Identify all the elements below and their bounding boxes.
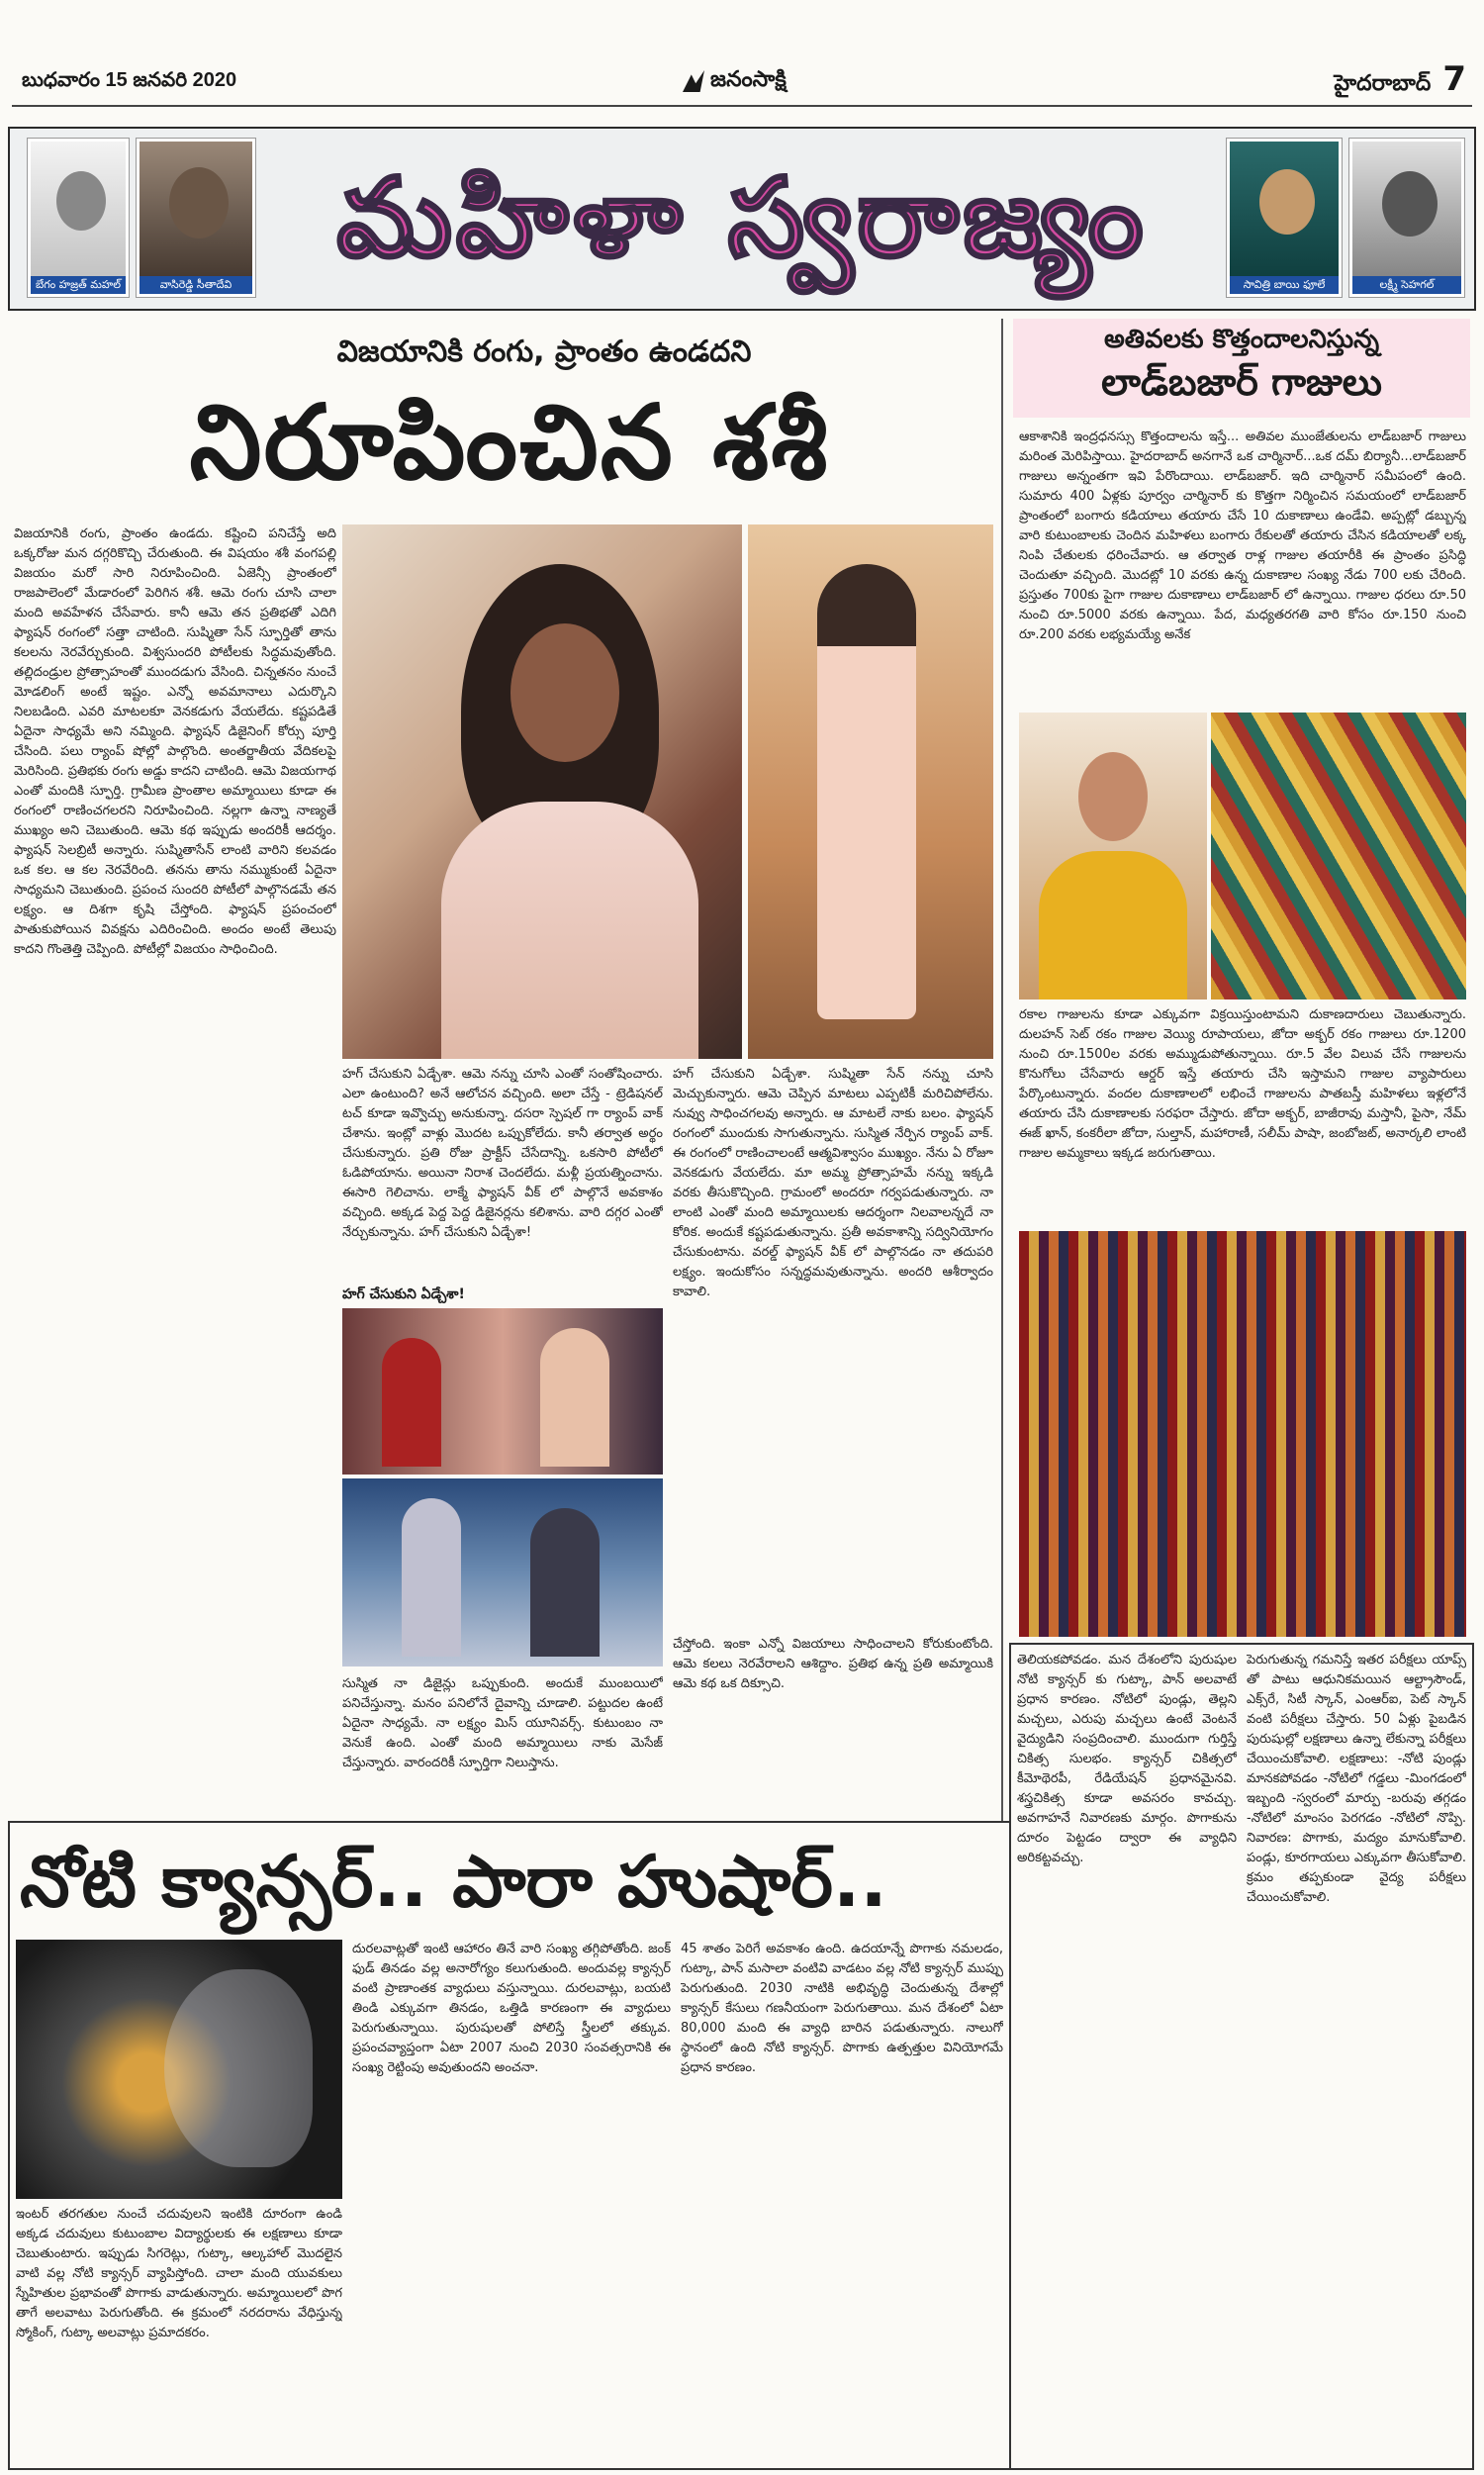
bangles-photo-top <box>1211 713 1466 1000</box>
portrait-3 <box>1227 139 1342 297</box>
side-story-p1: ఆకాశానికి ఇంద్రధనస్సు కొత్తందాలను ఇస్తే... అతివల ముంజేతులను లాడ్‌బజార్ గాజులు మరింత మెరిపిస్తాయి. హైదరాబాద్ అనగానే ఒక చార్మినార్...ఒక దమ్ బిర్యానీ...లాడ్‌బజార్ గాజులు అన్నంతగా ఇవి పేరొందాయి. లాడ్‌బజార్. ఇది చార్మినార్ సమీపంలో ఉంది. సుమారు 400 ఏళ్లకు పూర్వం చార్మినార్ కు కొత్తగా నిర్మించిన సమయంలో లాడ్‌బజార్ ప్రాంతంలో బంగారు కడియాలు తయారు చేసే 10 దుకాణాలు ఉండేవి. అప్పట్లో డబ్బున్న వారి కుటుంబాలకు చెందిన మహిళలు బంగారు రేకులతో తయారు చేసిన కడియాలతో లక్క నింపి చేతులకు ధరించేవారు. ఆ తర్వాత రాళ్ల గాజుల తయారీకి ఈ ప్రాంతం ప్రసిద్ధి చెందుతూ వచ్చింది. మొదట్లో 10 వరకు ఉన్న దుకాణాల సంఖ్య నేడు 700 లకు చేరింది. ప్రస్తుతం 700కు పైగా గాజుల దుకాణాలు లాడ్‌బజార్ లో ఉన్నాయి. గాజుల ధరలు రూ.50 నుంచి రూ.5000 వరకు ఉన్నాయి. పేద, మధ్యతరగతి వారి కోసం రూ.150 నుంచి రూ.200 వరకు లభ్యమయ్యే అనేక <box>1019 429 1466 642</box>
portrait-2-figure-icon <box>169 167 229 238</box>
event-photo-bottom <box>342 1478 663 1666</box>
model-face-icon <box>510 623 619 762</box>
side-story-kicker: అతివలకు కొత్తందాలనిస్తున్న <box>1103 325 1380 354</box>
portrait-4 <box>1349 139 1464 297</box>
people-icon-4 <box>530 1508 600 1657</box>
city-name: హైదరాబాద్ <box>1334 70 1432 95</box>
main-story-kicker: విజయానికి రంగు, ప్రాంతం ఉండదని <box>336 334 752 369</box>
header-rule <box>12 105 1472 107</box>
masthead-logo-icon <box>683 70 704 92</box>
main-story-divider <box>1001 319 1003 1823</box>
model-figure-icon <box>817 564 916 1019</box>
cancer-headline: నోటి క్యాన్సర్.. పారా హుషార్.. <box>20 1840 887 1923</box>
saree-icon <box>441 802 698 1059</box>
bride-face-icon <box>1078 752 1148 841</box>
masthead <box>683 65 787 97</box>
portrait-1-caption: బేగం హజ్రత్ మహల్ <box>31 276 126 294</box>
main-story-col3b: చేస్తోంది. ఇంకా ఎన్నో విజయాలు సాధించాలని కోరుకుంటోంది. ఆమె కలలు నెరవేరాలని ఆశిద్దాం. ప్రతిభ ఉన్న ప్రతి అమ్మాయికి ఆమె కథ ఒక దిక్సూచి. <box>673 1637 993 1691</box>
side-story-headline: లాడ్‌బజార్ గాజులు <box>1101 360 1382 404</box>
portrait-3-caption: సావిత్రి బాయి ఫూలే <box>1230 276 1339 294</box>
portrait-4-caption: లక్ష్మీ సెహగల్ <box>1352 276 1461 294</box>
people-icon-3 <box>402 1498 461 1657</box>
portrait-2 <box>137 139 255 297</box>
subhead-hug: హగ్ చేసుకుని ఏడ్చేశా! <box>342 1286 465 1302</box>
portrait-3-figure-icon <box>1259 169 1315 235</box>
portrait-1 <box>28 139 129 297</box>
page-location <box>1334 59 1466 101</box>
issue-date: బుధవారం 15 జనవరి 2020 <box>22 69 237 91</box>
xray-head-photo <box>16 1940 342 2199</box>
event-photo-top <box>342 1308 663 1475</box>
side-story-p2: రకాల గాజులను కూడా ఎక్కువగా విక్రయిస్తుంటామని దుకాణదారులు చెబుతున్నారు. దులహన్ సెట్ రకం గాజుల వెయ్యి రూపాయలు, జోదా అక్బర్ రకం గాజులు రూ.1200 నుంచి రూ.1500ల వరకు అమ్ముడుపోతున్నాయి. రూ.5 వేల విలువ చేసే గాజులను కొనుగోలు చేసేవారు ఆర్డర్ ఇస్తే తయారు చేసి ఇస్తామని గాజుల వ్యాపారులు పేర్కొంటున్నారు. వందల దుకాణాలలో లభించే గాజులను పాతబస్తీ మహిళలు ఇళ్లలోనే తయారు చేసి దుకాణాలకు సరఫరా చేస్తారు. జోదా అక్బర్, బాజీరావు మస్తానీ, పైసా, నేమ్ ఈజ్ ఖాన్, కంకరీలా జోదా, సుల్తాన్, మహారాణీ, సలీమ్ పాషా, జంబోజట్, అనార్కలి లాంటి గాజుల అమ్మకాలు ఇక్కడ జరుగుతాయి. <box>1019 1007 1466 1161</box>
main-photo-left <box>342 524 742 1059</box>
bangles-shop-photo <box>1019 1231 1466 1637</box>
people-icon-2 <box>540 1328 609 1467</box>
bride-photo <box>1019 713 1207 1000</box>
cancer-col1: ఇంటర్ తరగతుల నుంచే చదువులని ఇంటికి దూరంగా ఉండి అక్కడ చదువులు కుటుంబాల విద్యార్థులకు ఈ లక్షణాలు కూడా చెబుతుంటారు. ఇప్పుడు సిగరెట్లు, గుట్కా, ఆల్కహాల్ మొదలైన వాటి వల్ల నోటి క్యాన్సర్ వ్యాపిస్తోంది. చాలా మంది యువకులు స్నేహితుల ప్రభావంతో పొగాకు వాడుతున్నారు. అమ్మాయిలలో పొగ తాగే అలవాటు పెరుగుతోంది. ఈ క్రమంలో నరదరాను వేధిస్తున్న స్మోకింగ్, గుట్కా అలవాట్లు ప్రమాదకరం. <box>16 2207 342 2340</box>
masthead-name: జనంసాక్షి <box>710 65 787 91</box>
cancer-col5: పెరుగుతున్న గమనిస్తే ఇతర పరీక్షలు యాప్స్ తో పాటు ఆధునికమయిన ఆల్ట్రాసౌండ్, ఎక్స్‌రే, సిటీ స్కాన్, ఎంఆర్ఐ, పెట్ స్కాన్ వంటి పరీక్షలు చేస్తారు. 50 ఏళ్లు పైబడిన పురుషుల్లో లక్షణాలు ఉన్నా లేకున్నా పరీక్షలు చేయించుకోవాలి. లక్షణాలు: -నోటి పుండ్లు మానకపోవడం -నోటిలో గడ్డలు -మింగడంలో ఇబ్బంది -స్వరంలో మార్పు -బరువు తగ్గడం -నోటిలో మాంసం పెరగడం -నోటిలో నొప్పి. నివారణ: పొగాకు, మద్యం మానుకోవాలి. పండ్లు, కూరగాయలు ఎక్కువగా తీసుకోవాలి. క్రమం తప్పకుండా వైద్య పరీక్షలు చేయించుకోవాలి. <box>1247 1653 1466 1905</box>
banner-title: మహిళా స్వరాజ్యం <box>336 154 1148 281</box>
page-number: 7 <box>1442 59 1466 99</box>
main-story-headline: నిరూపించిన శశీ <box>189 382 830 503</box>
main-story-col1: విజయానికి రంగు, ప్రాంతం ఉండదు. కష్టించి పనిచేస్తే అది ఒక్కరోజు మన దగ్గరికొచ్చి చేరుతుంది. ఈ విషయం శశీ వంగపల్లి విజయం మరో సారి నిరూపించింది. ఏజెన్సీ ప్రాంతంలో రాజపాలెంలో మేడారంలో పెరిగిన శశీ. ఆమె రంగు చూసి చాలా మంది అవహేళన చేసేవారు. కానీ ఆమె తన ప్రతిభతో ఎదిగి ఫ్యాషన్ రంగంలో సత్తా చాటింది. సుష్మితా సేన్ స్ఫూర్తితో తాను కలలను నెరవేర్చుకుంది. విశ్వసుందరి పోటీలకు సిద్ధమవుతోంది. తల్లిదండ్రుల ప్రోత్సాహంతో ముందడుగు వేసింది. చిన్నతనం నుంచే మోడలింగ్ అంటే ఇష్టం. ఎన్నో అవమానాలు ఎదుర్కొని నిలబడింది. ఎవరి మాటలకూ వెనకడుగు వేయలేదు. కష్టపడితే ఏదైనా సాధ్యమే అని నమ్మింది. ఫ్యాషన్ డిజైనింగ్ కోర్సు పూర్తి చేసింది. పలు ర్యాంప్ షోల్లో పాల్గొంది. అంతర్జాతీయ వేదికలపై మెరిసింది. ప్రతిభకు రంగు అడ్డు కాదని చాటింది. ఆమె విజయగాథ ఎంతో మందికి స్ఫూర్తి. గ్రామీణ ప్రాంతాల అమ్మాయిలు కూడా ఈ రంగంలో రాణించగలరని నిరూపించింది. నల్లగా ఉన్నా నాణ్యతే ముఖ్యం అని చెబుతుంది. ఆమె కథ ఇప్పుడు అందరికీ ఆదర్శం. ఫ్యాషన్ సెలబ్రిటీ అన్నారు. సుష్మితాసేన్ లాంటి వారిని కలవడం ఒక కల. ఆ కల నెరవేరింది. తనను తాను నమ్ముకుంటే ఏదైనా సాధ్యమని చెబుతుంది. ప్రపంచ సుందరి పోటీలో పాల్గొనడమే తన లక్ష్యం. ఆ దిశగా కృషి చేస్తోంది. ఫ్యాషన్ ప్రపంచంలో పాతుకుపోయిన వివక్షను ఎదిరించింది. అందం అంటే తెలుపు కాదని గొంతెత్తి చెప్పింది. పోటీల్లో విజయం సాధించింది. <box>14 526 336 957</box>
skull-icon <box>164 1969 313 2167</box>
cancer-col4: తెలియకపోవడం. మన దేశంలోని పురుషుల నోటి క్యాన్సర్ కు గుట్కా, పాన్ అలవాటే ప్రధాన కారణం. నోటిలో పుండ్లు, తెల్లని మచ్చలు, ఎరుపు మచ్చలు ఉంటే వెంటనే వైద్యుడిని సంప్రదించాలి. ముందుగా గుర్తిస్తే చికిత్స సులభం. క్యాన్సర్ చికిత్సలో కీమోథెరపీ, రేడియేషన్ ప్రధానమైనవి. శస్త్రచికిత్స కూడా అవసరం కావచ్చు. అవగాహనే నివారణకు మార్గం. పొగాకును దూరం పెట్టడం ద్వారా ఈ వ్యాధిని అరికట్టవచ్చు. <box>1017 1653 1237 1865</box>
portrait-4-figure-icon <box>1382 171 1438 237</box>
main-story-col2: హగ్ చేసుకుని ఏడ్చేశా. ఆమె నన్ను చూసి ఎంతో సంతోషించారు. ఎలా ఉంటుంది? అనే ఆలోచన వచ్చింది. అలా చేస్తే - ట్రెడిషనల్ టచ్ కూడా ఇవ్వొచ్చు అనుకున్నా. దసరా స్పెషల్ గా ర్యాంప్ వాక్ చేశాను. ఇంట్లో వాళ్లు మొదట ఒప్పుకోలేదు. కానీ తర్వాత అర్థం చేసుకున్నారు. ప్రతి రోజు ప్రాక్టీస్ చేసేదాన్ని. ఒకసారి పోటీలో ఓడిపోయాను. అయినా నిరాశ చెందలేదు. మళ్లీ ప్రయత్నించాను. ఈసారి గెలిచాను. లాక్మే ఫ్యాషన్ వీక్ లో పాల్గొనే అవకాశం వచ్చింది. అక్కడ పెద్ద పెద్ద డిజైనర్లను కలిశాను. వారి దగ్గర ఎంతో నేర్చుకున్నాను. హగ్ చేసుకుని ఏడ్చేశా! <box>342 1067 663 1240</box>
portrait-2-caption: వాసిరెడ్డి సీతాదేవి <box>139 276 252 294</box>
cancer-col3: 45 శాతం పెరిగే అవకాశం ఉంది. ఉదయాన్నే పొగాకు నమలడం, గుట్కా, పాన్ మసాలా వంటివి వాడటం వల్ల నోటి క్యాన్సర్ ముప్పు పెరుగుతుంది. 2030 నాటికి అభివృద్ధి చెందుతున్న దేశాల్లో క్యాన్సర్ కేసులు గణనీయంగా పెరుగుతాయి. మన దేశంలో ఏటా 80,000 మంది ఈ వ్యాధి బారిన పడుతున్నారు. నాలుగో స్థానంలో ఉంది నోటి క్యాన్సర్. పొగాకు ఉత్పత్తుల వినియోగమే ప్రధాన కారణం. <box>681 1942 1003 2075</box>
main-story-col3: హగ్ చేసుకుని ఏడ్చేశా. సుష్మితా సేన్ నన్ను చూసి మెచ్చుకున్నారు. ఆమె చెప్పిన మాటలు ఎప్పటికీ మరిచిపోలేను. నువ్వు సాధించగలవు అన్నారు. ఆ మాటలే నాకు బలం. ఫ్యాషన్ రంగంలో ముందుకు సాగుతున్నాను. సుస్మిత నేర్పిన ర్యాంప్ వాక్. ఈ రంగంలో రాణించాలంటే ఆత్మవిశ్వాసం ముఖ్యం. నేను ఏ రోజూ వెనకడుగు వేయలేదు. మా అమ్మ ప్రోత్సాహమే నన్ను ఇక్కడి వరకు తీసుకొచ్చింది. గ్రామంలో అందరూ గర్వపడుతున్నారు. నా లాంటి ఎంతో మంది అమ్మాయిలకు ఆదర్శంగా నిలవాలన్నదే నా కోరిక. అందుకే కష్టపడుతున్నాను. ప్రతీ అవకాశాన్ని సద్వినియోగం చేసుకుంటాను. వరల్డ్ ఫ్యాషన్ వీక్ లో పాల్గొనడం నా తదుపరి లక్ష్యం. ఇందుకోసం సన్నద్ధమవుతున్నాను. అందరి ఆశీర్వాదం కావాలి. <box>673 1067 993 1299</box>
main-story-col2b: సుస్మిత నా డిజైన్లు ఒప్పుకుంది. అందుకే ముంబయిలో పనిచేస్తున్నా. మనం పనిలోనే దైవాన్ని చూడాలి. పట్టుదల ఉంటే ఏదైనా సాధ్యమే. నా లక్ష్యం మిస్ యూనివర్స్. కుటుంబం నా వెనుకే ఉంది. ఎంతో మంది అమ్మాయిలు నాకు మెసేజ్ చేస్తున్నారు. వారందరికీ స్ఫూర్తిగా నిలుస్తాను. <box>342 1676 663 1770</box>
people-icon <box>382 1338 441 1467</box>
portrait-1-figure-icon <box>56 171 106 231</box>
main-photo-right <box>748 524 993 1059</box>
cancer-col2: దురలవాట్లతో ఇంటి ఆహారం తినే వారి సంఖ్య తగ్గిపోతోంది. జంక్ ఫుడ్ తినడం వల్ల అనారోగ్యం కలుగుతుంది. అందువల్ల క్యాన్సర్ వంటి ప్రాణాంతక వ్యాధులు వస్తున్నాయి. దురలవాట్లు, బయటి తిండి ఎక్కువగా తినడం, ఒత్తిడి కారణంగా ఈ వ్యాధులు పెరుగుతున్నాయి. పురుషులతో పోలిస్తే స్త్రీలలో తక్కువ. ప్రపంచవ్యాప్తంగా ఏటా 2007 నుంచి 2030 సంవత్సరానికి ఈ సంఖ్య రెట్టింపు అవుతుందని అంచనా. <box>352 1942 671 2075</box>
bride-saree-icon <box>1039 851 1187 1000</box>
